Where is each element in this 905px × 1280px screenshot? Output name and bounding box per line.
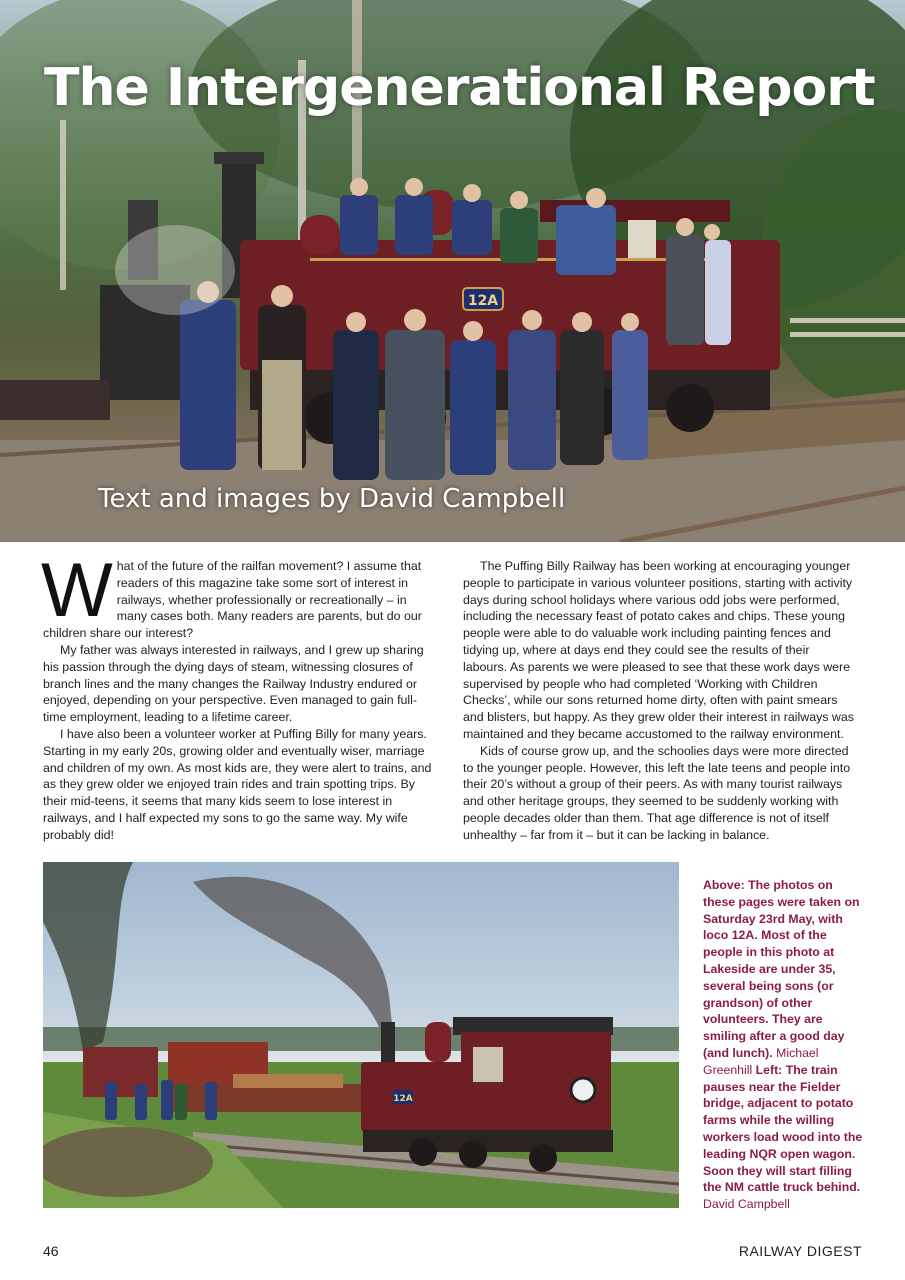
magazine-name: RAILWAY DIGEST [738, 1243, 862, 1259]
page-number: 46 [43, 1243, 59, 1259]
caption-above-text: Above: The photos on these pages were taken on Saturday 23rd May, with loco 12A. Most of the people in this photo at Lakeside are under 35, several being sons (or grandson) of other volunteers. They are smiling after a good day (and lunch). [703, 878, 860, 1060]
article-paragraph: I have also been a volunteer worker at Puffing Billy for many years. Starting in my early 20s, growing older and eventually wiser, marriage and children of my own. As most kids are, they were alert to trains, and as they grew older we enjoyed train rides and train spotting trips. By their mid-teens, it seems that many kids seem to lose interest in railways, and I half expected my sons to go the same way. My wife probably did! [43, 726, 432, 842]
drop-cap: W [41, 548, 113, 633]
train-photo [43, 862, 679, 1208]
caption-above-credit: Michael Greenhill [703, 1045, 819, 1077]
train-loco-number: 12A [393, 1094, 413, 1104]
hero-photo [0, 0, 905, 542]
article-byline: Text and images by David Campbell [98, 484, 566, 514]
paragraph-text: hat of the future of the railfan movement? I assume that readers of this magazine take some sort of interest in railways, whether professionally or recreationally – in many cases both. Many readers are parents, but do our children share our interest? [43, 559, 422, 641]
article-column-left [41, 548, 435, 844]
hero-loco-number: 12A [467, 293, 499, 309]
article-title: The Intergenerational Report [44, 58, 875, 118]
caption-left-credit: David Campbell [703, 1197, 790, 1212]
caption-left-text: Left: The train pauses near the Fielder bridge, adjacent to potato farms while the willing workers load wood into the leading NQR open wagon. Soon they will start filling the NM cattle truck behind. [703, 1062, 863, 1195]
article-paragraph: Kids of course grow up, and the schoolies days were more directed to the younger people. However, this left the late teens and people into their 20’s without a group of their peers. As with many tourist railways and other heritage groups, they seemed to be suddenly working with people decades older than them. That age difference is not of itself unhealthy – far from it – but it can be lacking in balance. [463, 743, 851, 842]
article-column-right [463, 558, 855, 844]
article-paragraph: My father was always interested in railways, and I grew up sharing his passion through the dying days of steam, witnessing closures of branch lines and the many changes the Railway Industry endured or enjoyed, depending on your perspective. Even managed to gain full-time employment, leading to a lifetime career. [43, 642, 424, 725]
article-paragraph [41, 548, 435, 642]
train-photo-illustration [43, 862, 679, 1208]
article-paragraph: The Puffing Billy Railway has been working at encouraging younger people to participate in various volunteer positions, starting with activity days during school holidays where various odd jobs were performed, including the necessary feast of potato cakes and chips. These young people were able to do valuable work including painting fences and tidying up, where at days end they could see the results of their labours. As parents we were pleased to see that these work days were supervised by people who had completed ‘Working with Children Checks’, while our sons returned home dirty, often with paint smears and blisters, but happy. As they grew older their interest in railways was maintained and they became accustomed to the railway environment. [463, 559, 854, 741]
photo-caption [703, 877, 868, 1213]
